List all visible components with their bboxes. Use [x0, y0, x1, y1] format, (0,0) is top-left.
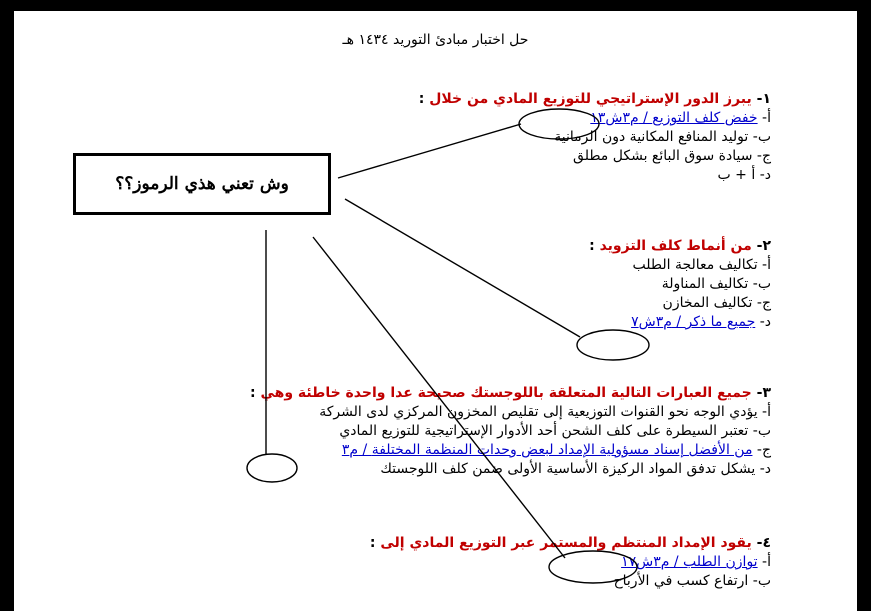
option-text: يشكل تدفق المواد الركيزة الأساسية الأولى ضمن كلف اللوجستك	[380, 461, 756, 477]
option-text: ارتفاع كسب في الأرباح	[613, 573, 749, 589]
question-text: من أنماط كلف التزويد	[599, 238, 752, 254]
option-text: أ + ب	[717, 167, 756, 183]
document-title: حل اختبار مبادئ التوريد ١٤٣٤ هـ	[342, 32, 529, 48]
answer-text: توازن الطلب	[683, 554, 758, 570]
reference-code: م٣ش١٣	[590, 110, 639, 126]
option-a	[589, 256, 771, 275]
question-text: يقود الإمداد المنتظم والمستمر عبر التوزيع المادي إلى	[380, 535, 752, 551]
callout-text: وش تعني هذي الرموز؟؟	[115, 174, 289, 194]
question-suffix: :	[589, 238, 600, 254]
option-c: ج- من الأفضل إسناد مسؤولية الإمداد لبعض وحدات المنظمة المختلفة / م٣	[341, 442, 771, 458]
answer-text: خفض كلف التوزيع	[652, 110, 758, 126]
option-b	[370, 572, 771, 591]
reference-code: م٣	[341, 442, 359, 458]
option-label: أ-	[757, 257, 771, 273]
callout-box	[73, 153, 331, 215]
question-number: ١-	[751, 91, 771, 107]
question-suffix: :	[250, 385, 261, 401]
option-c	[589, 294, 771, 313]
option-label: ب-	[748, 573, 771, 589]
option-b	[250, 422, 771, 441]
option-b	[419, 128, 771, 147]
question-suffix: :	[418, 91, 430, 107]
question-suffix: :	[369, 535, 381, 551]
question-3	[250, 384, 771, 479]
option-label: د-	[755, 314, 771, 330]
option-label: ج-	[752, 148, 771, 164]
option-label: أ-	[757, 110, 771, 126]
reference-code: م٣ش٧	[631, 314, 672, 330]
option-label: ب-	[748, 276, 771, 292]
option-d	[250, 460, 771, 479]
reference-code: م٣ش١٧	[621, 554, 670, 570]
option-text: توليد المنافع المكانية دون الزمانية	[554, 129, 749, 145]
option-a	[250, 403, 771, 422]
option-text: تكاليف المناولة	[661, 276, 749, 292]
question-number: ٤-	[751, 535, 771, 551]
question-number: ٣-	[751, 385, 771, 401]
option-b	[589, 275, 771, 294]
answer-text: جميع ما ذكر	[685, 314, 756, 330]
option-label: د-	[755, 461, 771, 477]
question-number: ٢-	[751, 238, 771, 254]
question-text: جميع العبارات التالية المتعلقة باللوجستك صحيحة عدا واحدة خاطئة وهي	[260, 385, 752, 401]
option-label: ج-	[752, 442, 771, 458]
option-label: ج-	[752, 295, 771, 311]
option-label: أ-	[757, 554, 771, 570]
option-a: أ- خفض كلف التوزيع / م٣ش١٣	[590, 110, 771, 126]
option-a: أ- توازن الطلب / م٣ش١٧	[621, 554, 771, 570]
question-2	[589, 237, 771, 332]
option-text: سيادة سوق البائع بشكل مطلق	[573, 148, 753, 164]
option-text: تكاليف معالجة الطلب	[632, 257, 758, 273]
option-text: تعتبر السيطرة على كلف الشحن أحد الأدوار الإستراتيجية للتوزيع المادي	[339, 423, 749, 439]
option-label: د-	[755, 167, 771, 183]
option-c	[419, 147, 771, 166]
question-1	[419, 90, 771, 185]
option-text: يؤدي الوجه نحو القنوات التوزيعية إلى تقليص المخزون المركزي لدى الشركة	[319, 404, 758, 420]
option-d	[419, 166, 771, 185]
question-text: يبرز الدور الإستراتيجي للتوزيع المادي من خلال	[429, 91, 752, 107]
option-label: أ-	[757, 404, 771, 420]
answer-text: من الأفضل إسناد مسؤولية الإمداد لبعض وحدات المنظمة المختلفة	[371, 442, 753, 458]
option-label: ب-	[748, 423, 771, 439]
option-label: ب-	[748, 129, 771, 145]
question-4	[370, 534, 771, 591]
option-text: تكاليف المخازن	[662, 295, 753, 311]
option-d: د- جميع ما ذكر / م٣ش٧	[631, 314, 771, 330]
